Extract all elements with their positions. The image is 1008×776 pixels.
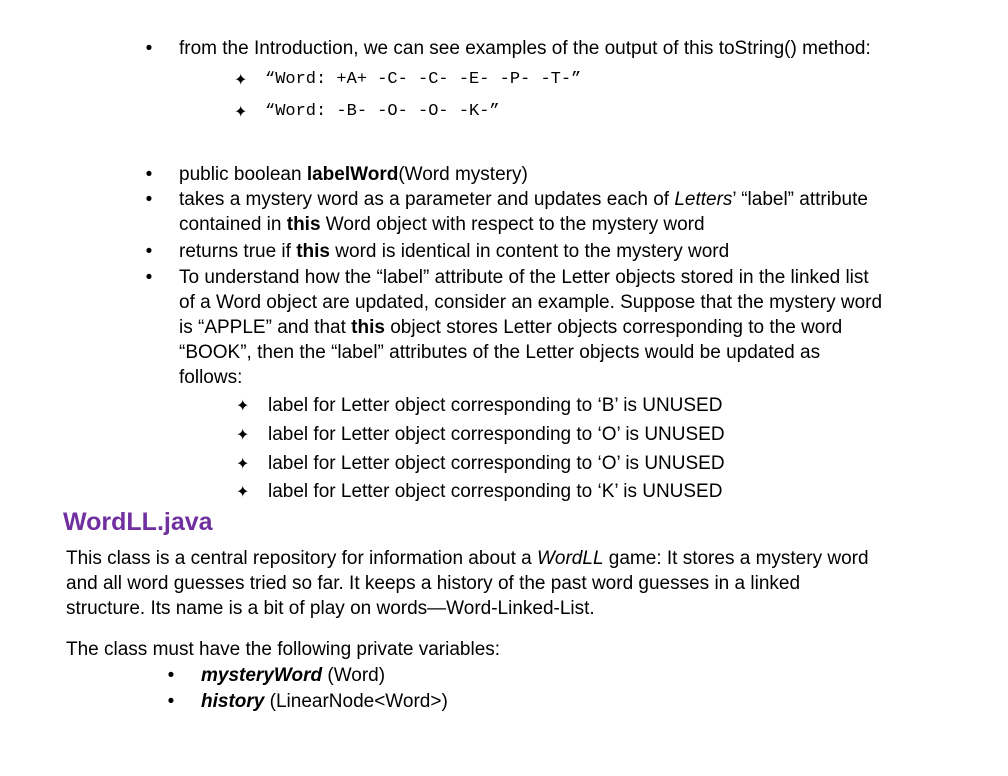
sub-item: label for Letter object corresponding to ‘K’ is UNUSED bbox=[268, 481, 723, 502]
text: Word object with respect to the mystery word bbox=[320, 214, 705, 235]
bullet-dot: • bbox=[145, 164, 153, 185]
var-type: (LinearNode<Word>) bbox=[264, 691, 448, 712]
bullet-dot: • bbox=[145, 267, 153, 288]
text: ’ “label” attribute bbox=[732, 189, 868, 210]
section-para1-line1 bbox=[66, 546, 869, 571]
example-desc-line5: follows: bbox=[179, 367, 243, 388]
section-heading: WordLL.java bbox=[63, 508, 213, 536]
example-desc-line4: “BOOK”, then the “label” attributes of the Letter objects would be updated as bbox=[179, 342, 821, 363]
bullet-dot: • bbox=[167, 691, 175, 712]
intro-line: from the Introduction, we can see examples of the output of this toString() method: bbox=[179, 38, 871, 59]
bullet-dot: • bbox=[167, 665, 175, 686]
star-bullet-icon: ✦ bbox=[236, 425, 250, 444]
sig-suffix: (Word mystery) bbox=[398, 164, 528, 185]
var-name: history bbox=[201, 691, 265, 712]
method-signature bbox=[179, 162, 528, 187]
text: This class is a central repository for information about a bbox=[66, 548, 537, 569]
star-bullet-icon: ✦ bbox=[234, 70, 248, 89]
bullet-dot: • bbox=[145, 38, 153, 59]
returns-line bbox=[179, 239, 729, 264]
var-name: mysteryWord bbox=[201, 665, 323, 686]
var-item bbox=[201, 689, 448, 714]
star-bullet-icon: ✦ bbox=[236, 454, 250, 473]
example-desc-line2: of a Word object are updated, consider an example. Suppose that the mystery word bbox=[179, 292, 883, 313]
text: is “APPLE” and that bbox=[179, 317, 352, 338]
example-output-2: “Word: -B- -O- -O- -K-” bbox=[265, 102, 500, 121]
var-item bbox=[201, 663, 385, 688]
example-output-1: “Word: +A+ -C- -C- -E- -P- -T-” bbox=[265, 70, 582, 89]
example-desc-line1: To understand how the “label” attribute of the Letter objects stored in the linked list bbox=[179, 267, 869, 288]
sub-item: label for Letter object corresponding to ‘O’ is UNUSED bbox=[268, 424, 725, 445]
text-em: Letters bbox=[674, 189, 733, 210]
example-desc-line3 bbox=[179, 315, 842, 340]
star-bullet-icon: ✦ bbox=[234, 102, 248, 121]
sub-item: label for Letter object corresponding to ‘O’ is UNUSED bbox=[268, 453, 725, 474]
bullet-dot: • bbox=[145, 241, 153, 262]
sig-prefix: public boolean bbox=[179, 164, 307, 185]
text: takes a mystery word as a parameter and updates each of bbox=[179, 189, 675, 210]
text: object stores Letter objects corresponding to the word bbox=[384, 317, 843, 338]
text: word is identical in content to the mystery word bbox=[330, 241, 730, 262]
section-para1-line3: structure. Its name is a bit of play on words—Word-Linked-List. bbox=[66, 598, 595, 619]
text-em: WordLL bbox=[536, 548, 604, 569]
label-word-desc-line2 bbox=[179, 212, 705, 237]
text: contained in bbox=[179, 214, 287, 235]
text-bold: this bbox=[351, 317, 385, 338]
star-bullet-icon: ✦ bbox=[236, 396, 250, 415]
section-para1-line2: and all word guesses tried so far. It keeps a history of the past word guesses in a linked bbox=[66, 573, 801, 594]
section-para2: The class must have the following private variables: bbox=[66, 639, 501, 660]
sub-item: label for Letter object corresponding to ‘B’ is UNUSED bbox=[268, 395, 723, 416]
label-word-desc-line1 bbox=[179, 187, 868, 212]
text-bold: this bbox=[296, 241, 330, 262]
sig-method: labelWord bbox=[306, 164, 399, 185]
star-bullet-icon: ✦ bbox=[236, 482, 250, 501]
var-type: (Word) bbox=[322, 665, 386, 686]
bullet-dot: • bbox=[145, 189, 153, 210]
text: returns true if bbox=[179, 241, 297, 262]
text: game: It stores a mystery word bbox=[603, 548, 869, 569]
text-bold: this bbox=[286, 214, 321, 235]
